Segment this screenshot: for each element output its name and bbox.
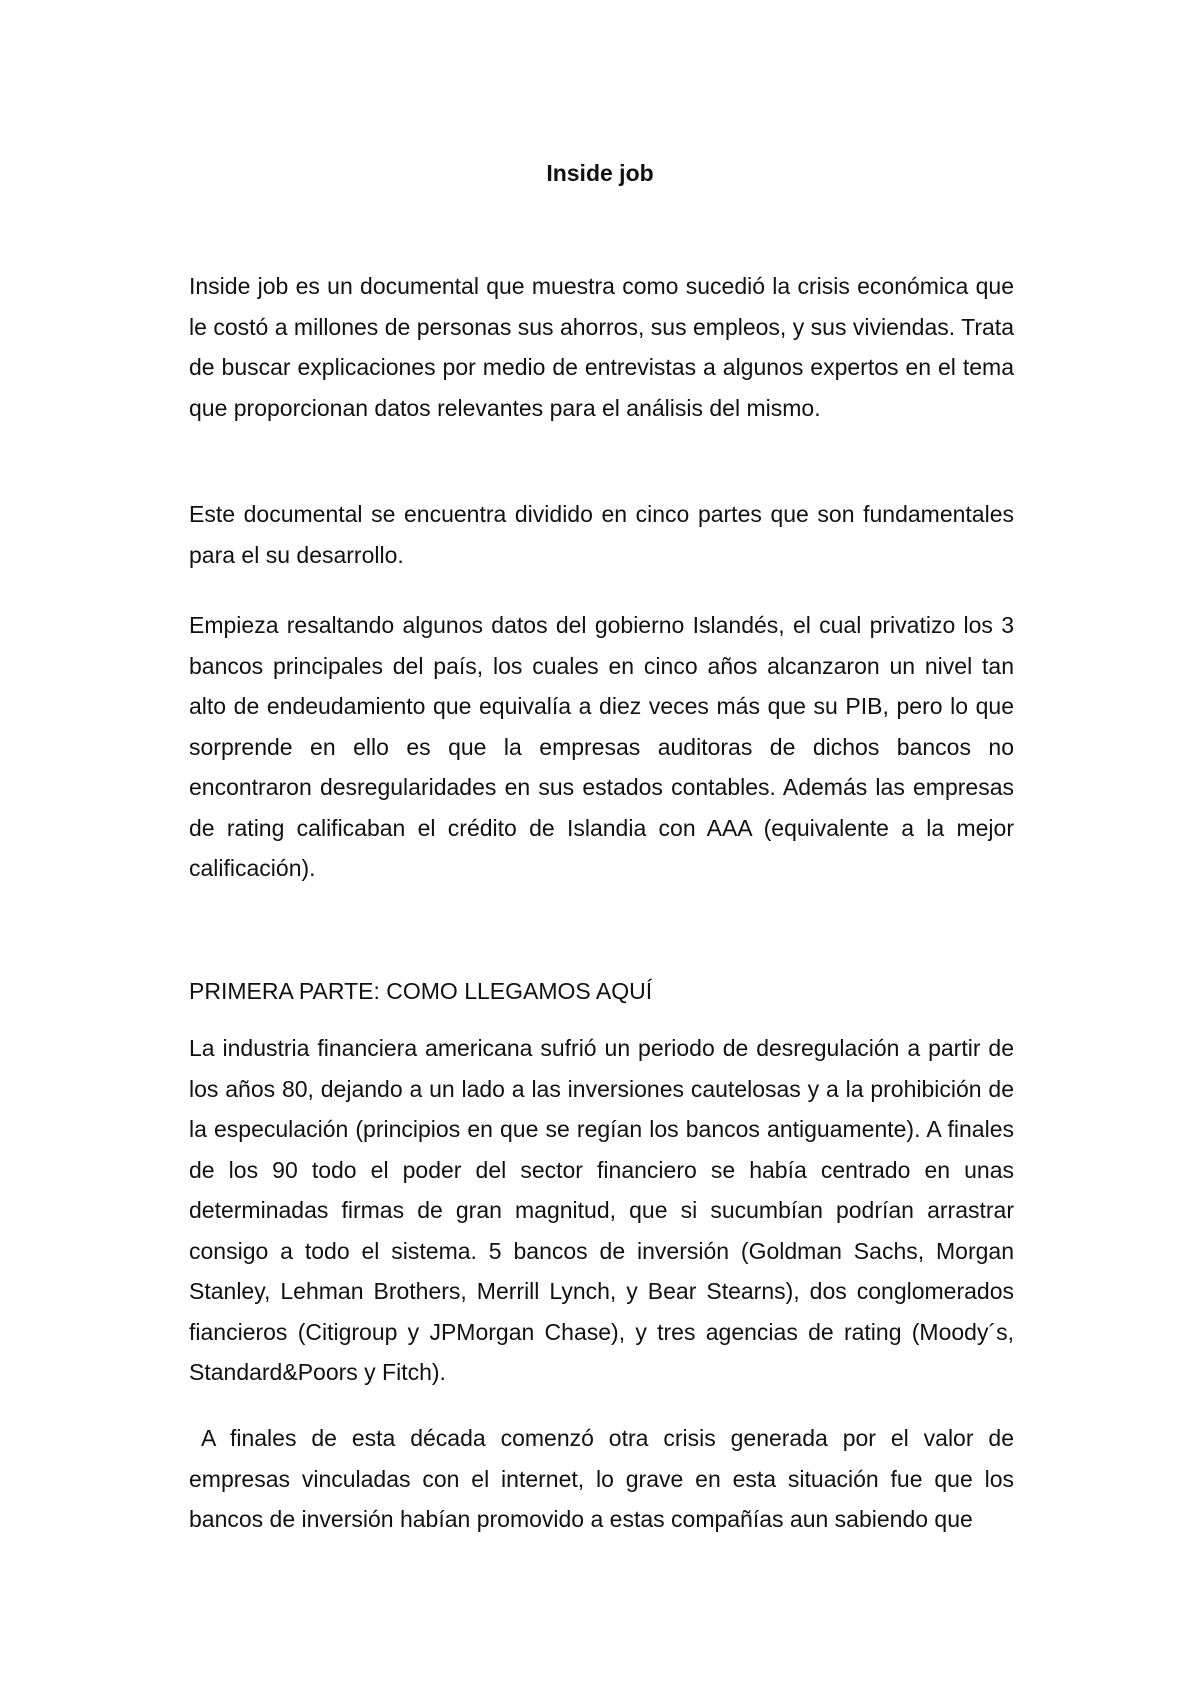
paragraph-deregulation: La industria financiera americana sufrió un periodo de desregulación a partir de los años 80, dejando a un lado a las inversiones cautelosas y a la prohibición de la especulación (principios en que se regían los bancos antiguamente). A finales de los 90 todo el poder del sector financiero se había centrado en unas determinadas firmas de gran magnitud, que si sucumbían podrían arrastrar consigo a todo el sistema. 5 bancos de inversión (Goldman Sachs, Morgan Stanley, Lehman Brothers, Merrill Lynch, y Bear Stearns), dos conglomerados fiancieros (Citigroup y JPMorgan Chase), y tres agencias de rating (Moody´s, Standard&Poors y Fitch). xyxy=(189,1035,1014,1385)
paragraph-iceland: Empieza resaltando algunos datos del gobierno Islandés, el cual privatizo los 3 bancos principales del país, los cuales en cinco años alcanzaron un nivel tan alto de endeudamiento que equivalía a diez veces más que su PIB, pero lo que sorprende en ello es que la empresas auditoras de dichos bancos no encontraron desregularidades en sus estados contables. Además las empresas de rating calificaban el crédito de Islandia con AAA (equivalente a la mejor calificación). xyxy=(189,612,1014,881)
paragraph-internet-crisis: A finales de esta década comenzó otra crisis generada por el valor de empresas vinculadas con el internet, lo grave en esta situación fue que los bancos de inversión habían promovido a estas compañías aun sabiendo que xyxy=(189,1425,1014,1532)
paragraph-structure: Este documental se encuentra dividido en cinco partes que son fundamentales para el su desarrollo. xyxy=(189,501,1014,568)
paragraph-intro: Inside job es un documental que muestra como sucedió la crisis económica que le costó a millones de personas sus ahorros, sus empleos, y sus viviendas. Trata de buscar explicaciones por medio de entrevistas a algunos expertos en el tema que proporcionan datos relevantes para el análisis del mismo. xyxy=(189,273,1014,421)
document-title: Inside job xyxy=(546,160,654,186)
section-heading: PRIMERA PARTE: COMO LLEGAMOS AQUÍ xyxy=(189,978,653,1004)
